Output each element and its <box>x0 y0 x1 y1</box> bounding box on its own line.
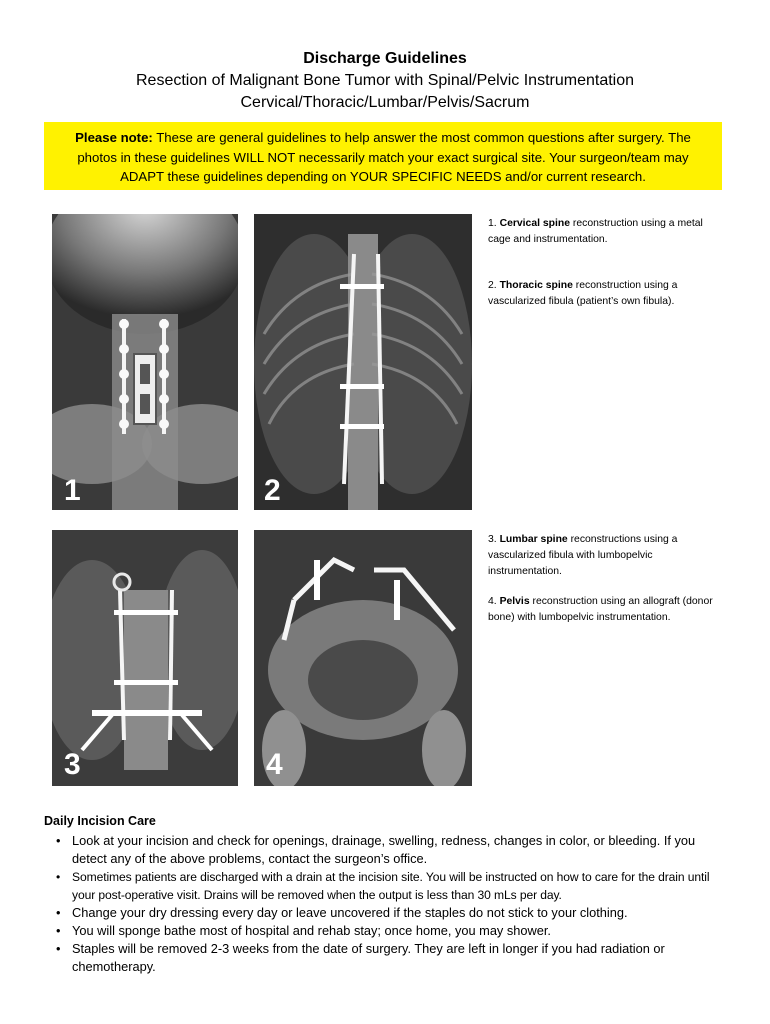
caption-3: 3. Lumbar spine reconstructions using a vascularized fibula with lumbopelvic instrumentation. <box>488 534 678 577</box>
caption-2: 2. Thoracic spine reconstruction using a vascularized fibula (patient’s own fibula). <box>488 280 678 307</box>
caption-1-term: Cervical spine <box>499 218 571 229</box>
list-item: • Staples will be removed 2-3 weeks from the date of surgery. They are left in longer if you had radiation or chemotherapy. <box>56 940 726 976</box>
document-header <box>0 48 770 114</box>
xray-image-pelvis <box>254 530 472 786</box>
list-item: • Sometimes patients are discharged with a drain at the incision site. You will be instructed on how to care for the drain until your post-operative visit. Drains will be removed when the output is less than 30 mLs per day. <box>56 868 726 904</box>
xray-image-cervical <box>52 214 238 510</box>
xray-pelvis-drawing <box>254 530 472 786</box>
xray-cervical-drawing <box>52 214 238 510</box>
incision-care-list <box>56 832 726 976</box>
caption-4: 4. Pelvis reconstruction using an allograft (donor bone) with lumbopelvic instrumentation. <box>488 596 713 623</box>
image-number-3: 3 <box>64 748 81 781</box>
caption-1: 1. Cervical spine reconstruction using a metal cage and instrumentation. <box>488 218 703 245</box>
please-note-label: Please note: <box>75 130 153 145</box>
list-item: • Look at your incision and check for openings, drainage, swelling, redness, changes in color, or bleeding. If you detect any of the above problems, contact the surgeon’s office. <box>56 832 726 868</box>
section-heading-incision-care: Daily Incision Care <box>44 814 156 828</box>
image-number-4: 4 <box>266 748 283 781</box>
please-note-text: These are general guidelines to help answer the most common questions after surgery. The photos in these guidelines WILL NOT necessarily match your exact surgical site. Your surgeon/team may ADAPT these guidelines depending on YOUR SPECIFIC NEEDS and/or current research. <box>77 130 691 184</box>
document-subtitle-regions: Cervical/Thoracic/Lumbar/Pelvis/Sacrum <box>240 94 530 111</box>
document-title: Discharge Guidelines <box>303 50 467 67</box>
image-number-2: 2 <box>264 474 281 507</box>
please-note-box <box>44 122 722 190</box>
document-subtitle: Resection of Malignant Bone Tumor with Spinal/Pelvic Instrumentation <box>135 72 635 89</box>
list-item: • You will sponge bathe most of hospital and rehab stay; once home, you may shower. <box>56 922 726 940</box>
caption-2-term: Thoracic spine <box>499 280 573 291</box>
xray-image-thoracic <box>254 214 472 510</box>
caption-3-term: Lumbar spine <box>499 534 568 545</box>
image-number-1: 1 <box>64 474 81 507</box>
caption-4-term: Pelvis <box>499 596 530 607</box>
list-item: • Change your dry dressing every day or leave uncovered if the staples do not stick to your clothing. <box>56 904 726 922</box>
xray-thoracic-drawing <box>254 214 472 510</box>
xray-image-lumbar <box>52 530 238 786</box>
